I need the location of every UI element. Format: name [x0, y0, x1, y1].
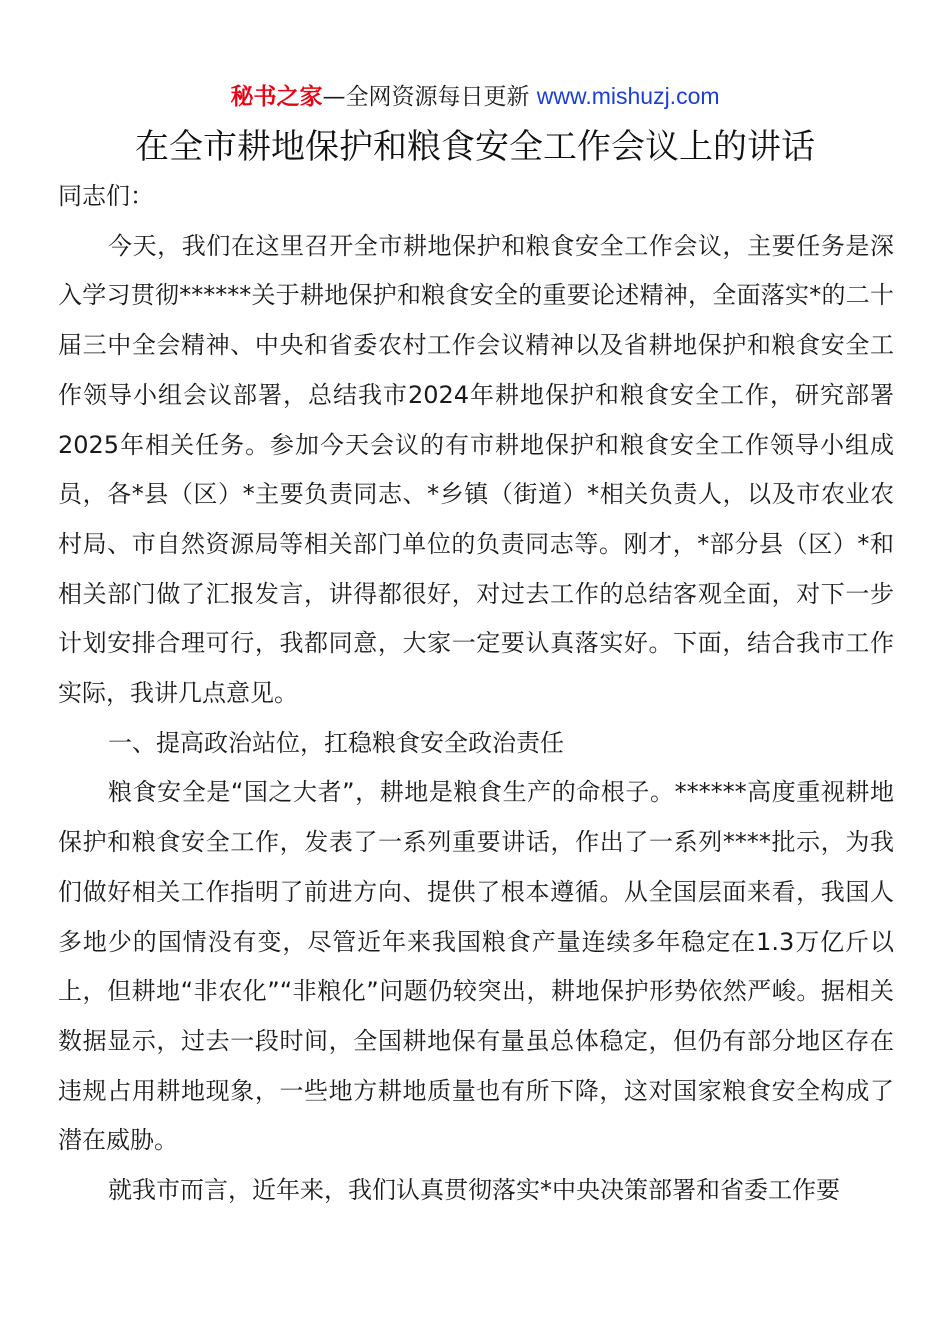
- site-url[interactable]: www.mishuzj.com: [536, 83, 720, 109]
- site-brand: 秘书之家: [230, 84, 323, 110]
- salutation: 同志们：: [58, 182, 154, 210]
- section-heading: 一、提高政治站位，扛稳粮食安全政治责任: [108, 728, 564, 757]
- site-tagline: —全网资源每日更新: [322, 84, 537, 110]
- site-banner: [0, 80, 950, 113]
- body-paragraph: 今天，我们在这里召开全市耕地保护和粮食安全工作会议，主要任务是深入学习贯彻******关于耕地保护和粮食安全的重要论述精神，全面落实*的二十届三中全会精神、中央和省委农村工作会议精神以及省耕地保护和粮食安全工作领导小组会议部署，总结我市2024年耕地保护和粮食安全工作，研究部署2025年相关任务。参加今天会议的有市耕地保护和粮食安全工作领导小组成员，各*县（区）*主要负责同志、*乡镇（街道）*相关负责人，以及市农业农村局、市自然资源局等相关部门单位的负责同志等。刚才，*部分县（区）*和相关部门做了汇报发言，讲得都很好，对过去工作的总结客观全面，对下一步计划安排合理可行，我都同意，大家一定要认真落实好。下面，结合我市工作实际，我讲几点意见。: [58, 231, 894, 708]
- body-paragraph: 粮食安全是“国之大者”，耕地是粮食生产的命根子。******高度重视耕地保护和粮食安全工作，发表了一系列重要讲话，作出了一系列****批示，为我们做好相关工作指明了前进方向、提供了根本遵循。从全国层面来看，我国人多地少的国情没有变，尽管近年来我国粮食产量连续多年稳定在1.3万亿斤以上，但耕地“非农化”“非粮化”问题仍较突出，耕地保护形势依然严峻。据相关数据显示，过去一段时间，全国耕地保有量虽总体稳定，但仍有部分地区存在违规占用耕地现象，一些地方耕地质量也有所下降，这对国家粮食安全构成了潜在威胁。: [58, 778, 894, 1155]
- document-body: [58, 172, 894, 1216]
- document-title: 在全市耕地保护和粮食安全工作会议上的讲话: [135, 127, 815, 167]
- body-paragraph: 就我市而言，近年来，我们认真贯彻落实*中央决策部署和省委工作要: [108, 1176, 840, 1205]
